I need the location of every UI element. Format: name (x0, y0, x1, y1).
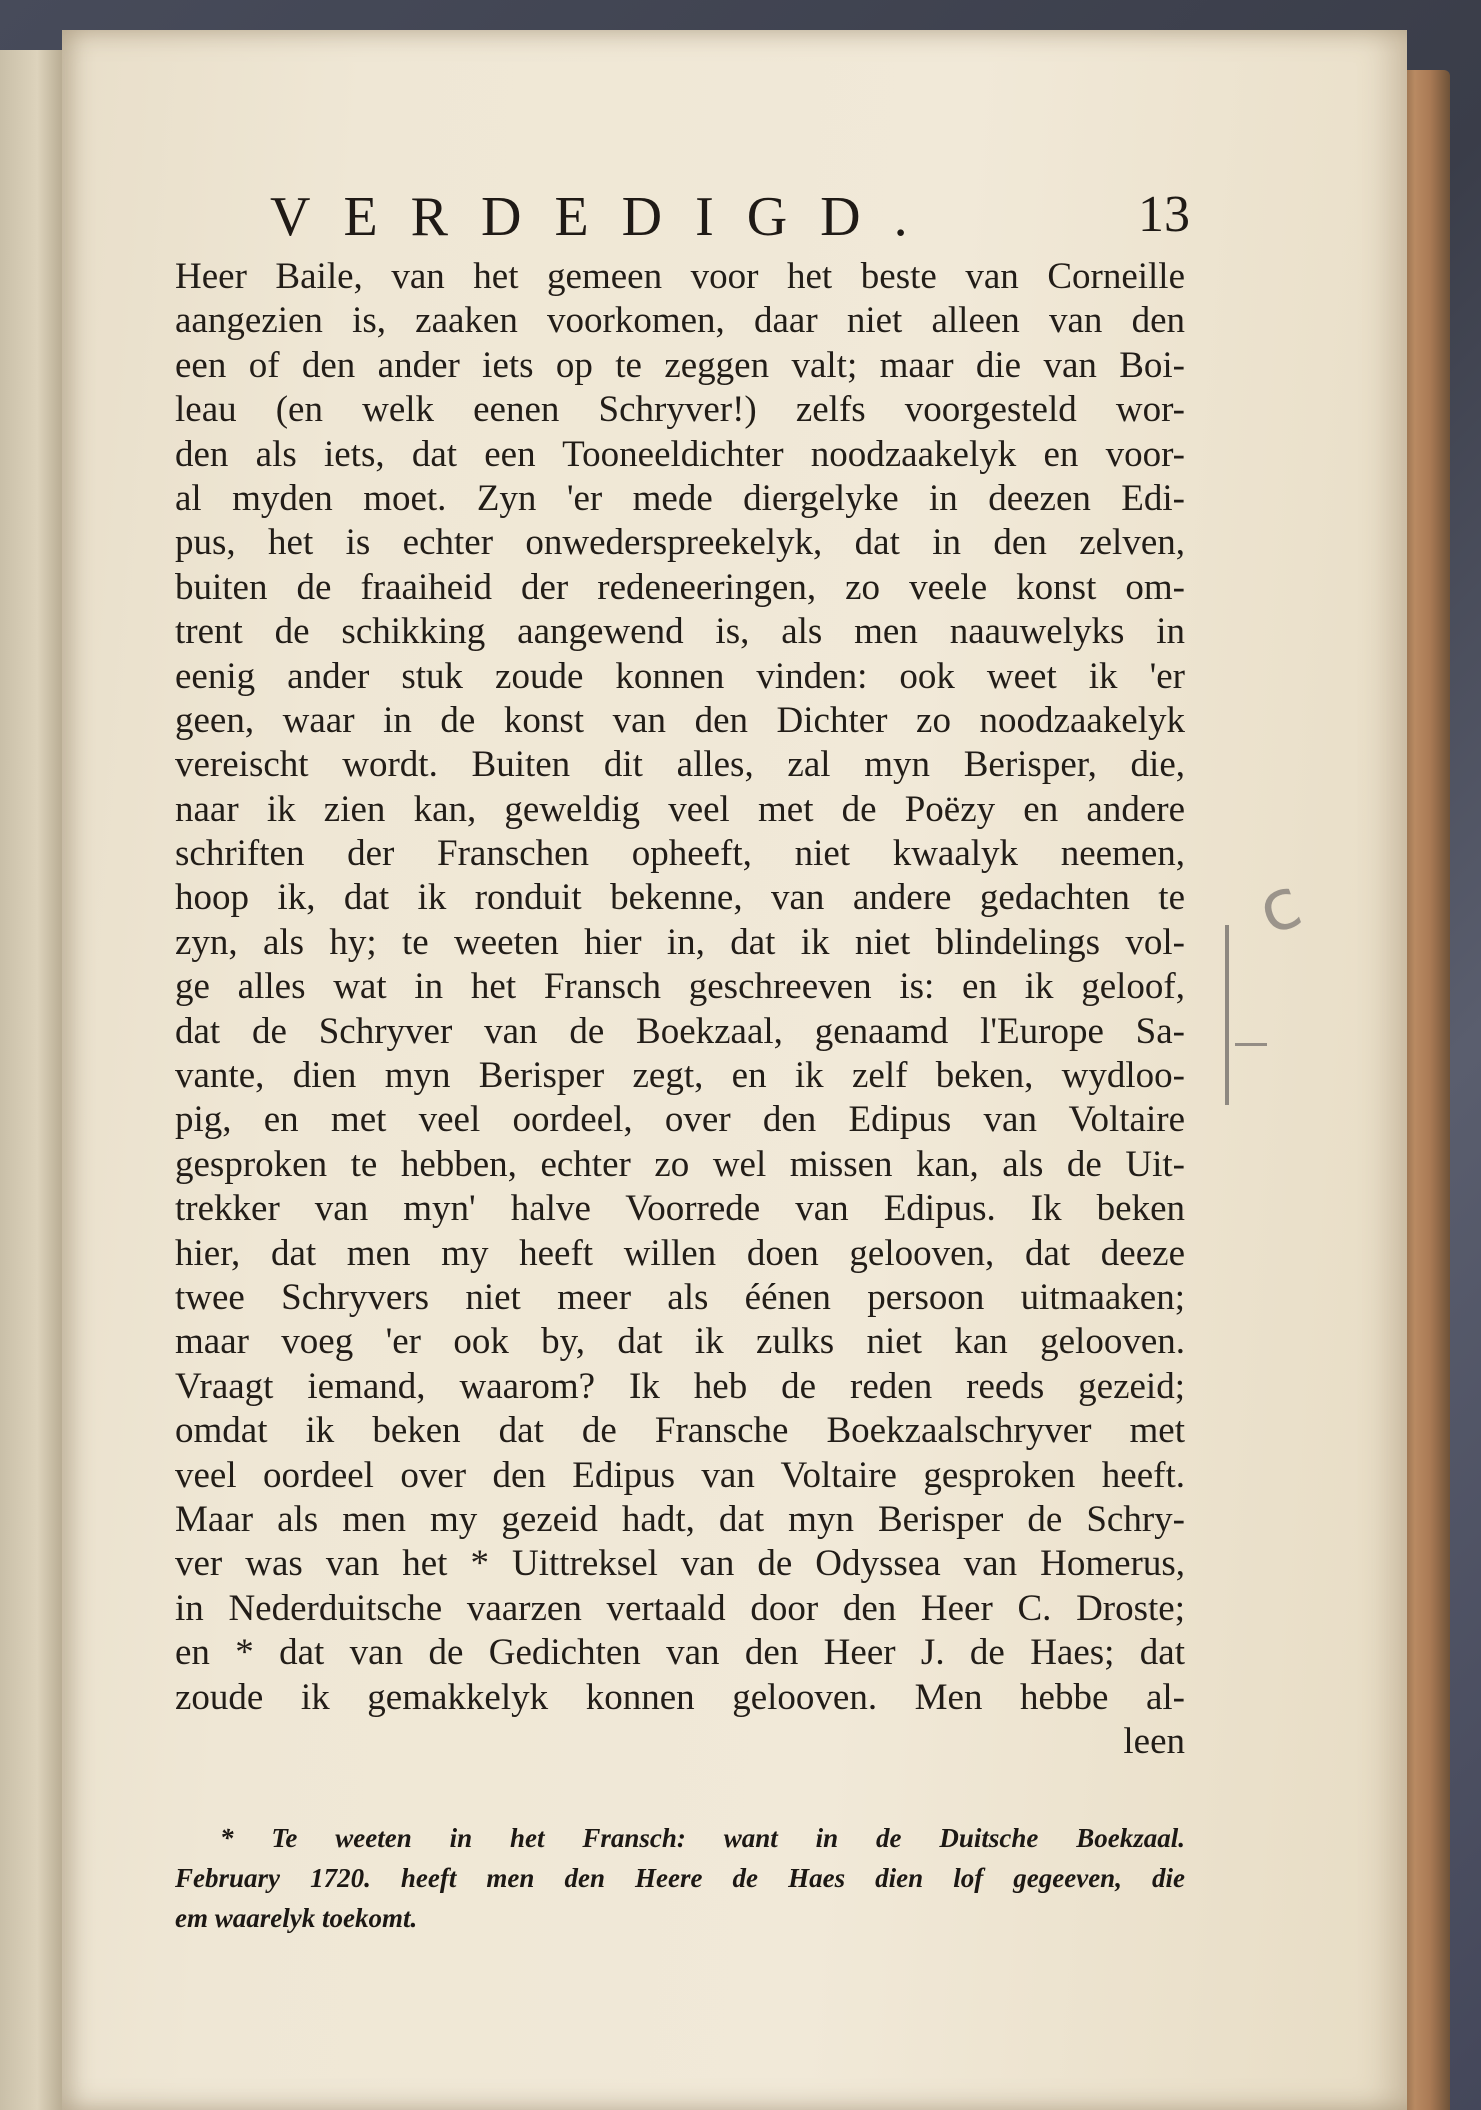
text-line: trent de schikking aangewend is, als men naauwelyks in (175, 611, 1185, 653)
page-number: 13 (1138, 186, 1190, 243)
text-line: pig, en met veel oordeel, over den Edipus van Voltaire (175, 1099, 1185, 1141)
text-line: zoude ik gemakkelyk konnen gelooven. Men hebbe al- (175, 1676, 1185, 1718)
text-line: vereischt wordt. Buiten dit alles, zal myn Berisper, die, (175, 744, 1185, 786)
text-line: eenig ander stuk zoude konnen vinden: ook weet ik 'er (175, 655, 1185, 697)
footnote (175, 1818, 1185, 1938)
text-line: Heer Baile, van het gemeen voor het beste van Corneille (175, 256, 1185, 297)
text-line: den als iets, dat een Tooneeldichter noodzaakelyk en voor- (175, 433, 1185, 475)
footnote-line: * Te weeten in het Fransch: want in de Duitsche Boekzaal. (220, 1823, 1185, 1853)
text-line: Maar als men my gezeid hadt, dat myn Berisper de Schry- (175, 1498, 1185, 1540)
text-line: omdat ik beken dat de Fransche Boekzaalschryver met (175, 1410, 1185, 1452)
text-line: dat de Schryver van de Boekzaal, genaamd l'Europe Sa- (175, 1010, 1185, 1052)
text-line: schriften der Franschen opheeft, niet kwaalyk neemen, (175, 833, 1185, 875)
text-line: Vraagt iemand, waarom? Ik heb de reden reeds gezeid; (175, 1365, 1185, 1407)
pencil-mark-icon: c (1247, 860, 1312, 952)
body-text (175, 255, 1185, 1764)
text-line: ge alles wat in het Fransch geschreeven is: en ik geloof, (175, 966, 1185, 1008)
pencil-margin-line (1225, 925, 1229, 1105)
footnote-line: February 1720. heeft men den Heere de Haes dien lof gegeeven, die (175, 1863, 1185, 1893)
text-line: leau (en welk eenen Schryver!) zelfs voorgesteld wor- (175, 389, 1185, 431)
text-line: hoop ik, dat ik ronduit bekenne, van andere gedachten te (175, 877, 1185, 919)
text-line: gesproken te hebben, echter zo wel missen kan, als de Uit- (175, 1143, 1185, 1185)
catchword: leen (1123, 1720, 1185, 1762)
text-line: een of den ander iets op te zeggen valt; maar die van Boi- (175, 344, 1185, 386)
text-line: hier, dat men my heeft willen doen gelooven, dat deeze (175, 1232, 1185, 1274)
running-title: VERDEDIGD. (270, 186, 941, 248)
text-line: aangezien is, zaaken voorkomen, daar niet alleen van den (175, 300, 1185, 342)
footnote-line: em waarelyk toekomt. (175, 1903, 418, 1933)
facing-page-edge (0, 50, 65, 2110)
text-line: ver was van het * Uittreksel van de Odyssea van Homerus, (175, 1543, 1185, 1585)
text-line: geen, waar in de konst van den Dichter zo noodzaakelyk (175, 699, 1185, 741)
text-line: al myden moet. Zyn 'er mede diergelyke in deezen Edi- (175, 477, 1185, 519)
text-line: en * dat van de Gedichten van den Heer J. de Haes; dat (175, 1632, 1185, 1674)
text-line: twee Schryvers niet meer als éénen persoon uitmaaken; (175, 1276, 1185, 1318)
text-line: maar voeg 'er ook by, dat ik zulks niet kan gelooven. (175, 1321, 1185, 1363)
text-line: pus, het is echter onwederspreekelyk, dat in den zelven, (175, 522, 1185, 564)
text-line: zyn, als hy; te weeten hier in, dat ik niet blindelings vol- (175, 921, 1185, 963)
page-header (270, 185, 1190, 255)
pencil-margin-dash (1235, 1043, 1267, 1046)
book-fore-edge (1400, 70, 1450, 2110)
text-line: in Nederduitsche vaarzen vertaald door den Heer C. Droste; (175, 1587, 1185, 1629)
text-line: trekker van myn' halve Voorrede van Edipus. Ik beken (175, 1188, 1185, 1230)
text-line: buiten de fraaiheid der redeneeringen, zo veele konst om- (175, 566, 1185, 608)
text-line: vante, dien myn Berisper zegt, en ik zelf beken, wydloo- (175, 1055, 1185, 1097)
text-line: veel oordeel over den Edipus van Voltaire gesproken heeft. (175, 1454, 1185, 1496)
text-line: naar ik zien kan, geweldig veel met de Poëzy en andere (175, 788, 1185, 830)
